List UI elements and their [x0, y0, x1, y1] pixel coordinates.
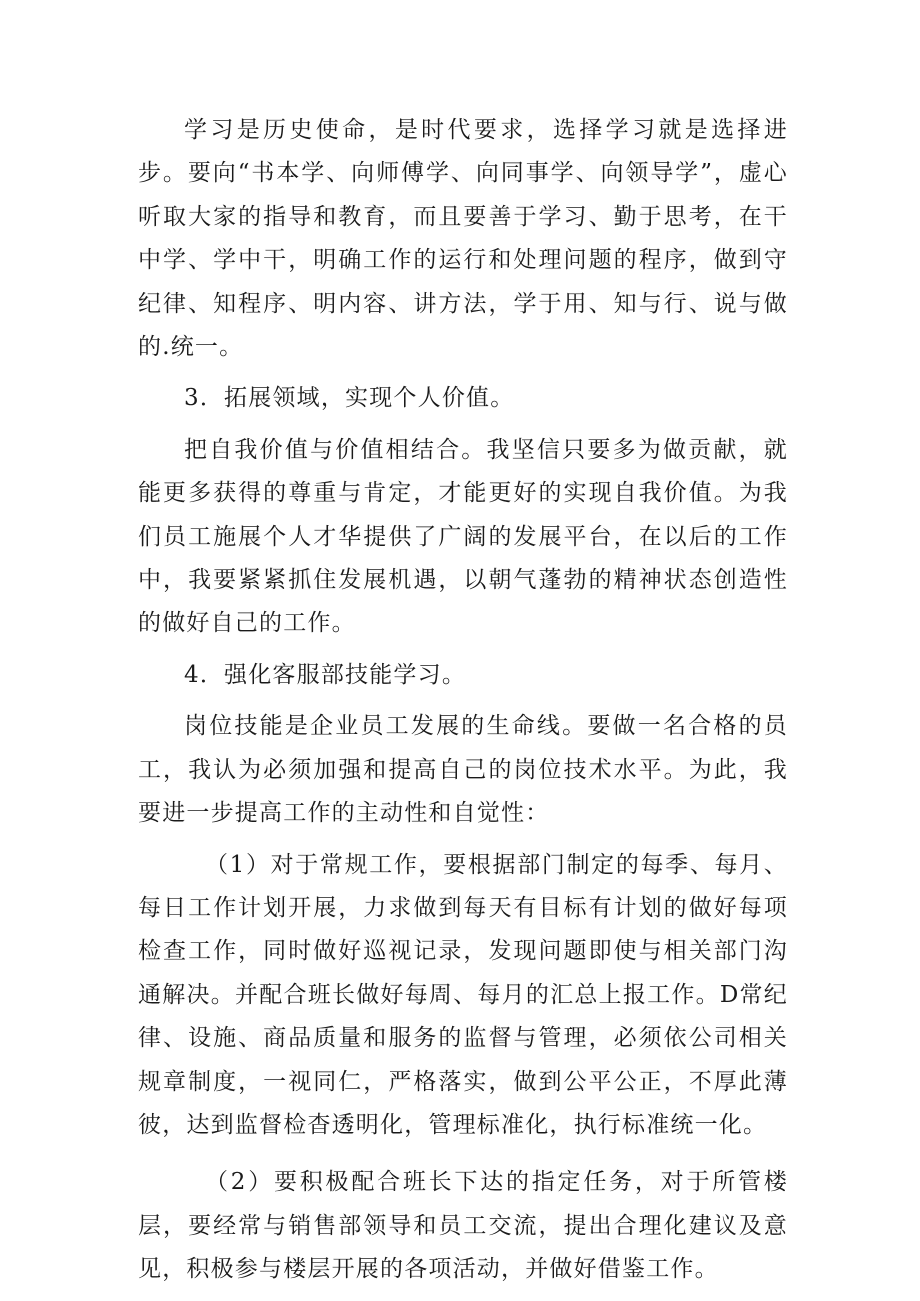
- heading-expand-field: 3．拓展领域，实现个人价值。: [184, 385, 515, 412]
- heading-skill-learning: 4．强化客服部技能学习。: [184, 661, 467, 688]
- paragraph-study: 学习是历史使命，是时代要求，选择学习就是选择进步。要向“书本学、向师傅学、向同事学、向领导学”，虚心听取大家的指导和教育，而且要善于学习、勤于思考，在干中学、学中干，明确工作的运行和处理问题的程序，做到守纪律、知程序、明内容、讲方法，学于用、知与行、说与做的.统一。: [138, 117, 788, 361]
- paragraph-post-skill: 岗位技能是企业员工发展的生命线。要做一名合格的员工，我认为必须加强和提高自己的岗位技术水平。为此，我要进一步提高工作的主动性和自觉性：: [138, 713, 788, 827]
- paragraph-item-2: （2）要积极配合班长下达的指定任务，对于所管楼层，要经常与销售部领导和员工交流，提出合理化建议及意见，积极参与楼层开展的各项活动，并做好借鉴工作。: [138, 1169, 788, 1283]
- document-body: [138, 109, 788, 1292]
- paragraph-item-1: （1）对于常规工作，要根据部门制定的每季、每月、每日工作计划开展，力求做到每天有目标有计划的做好每项检查工作，同时做好巡视记录，发现问题即使与相关部门沟通解决。并配合班长做好每周、每月的汇总上报工作。D常纪律、设施、商品质量和服务的监督与管理，必须依公司相关规章制度，一视同仁，严格落实，做到公平公正，不厚此薄彼，达到监督检杳透明化，管理标准化，执行标准统一化。: [138, 851, 788, 1138]
- paragraph-self-value: 把自我价值与价值相结合。我坚信只要多为做贡献，就能更多获得的尊重与肯定，才能更好的实现自我价值。为我们员工施展个人才华提供了广阔的发展平台，在以后的工作中，我要紧紧抓住发展机遇，以朝气蓬勃的精神状态创造性的做好自己的工作。: [138, 436, 788, 637]
